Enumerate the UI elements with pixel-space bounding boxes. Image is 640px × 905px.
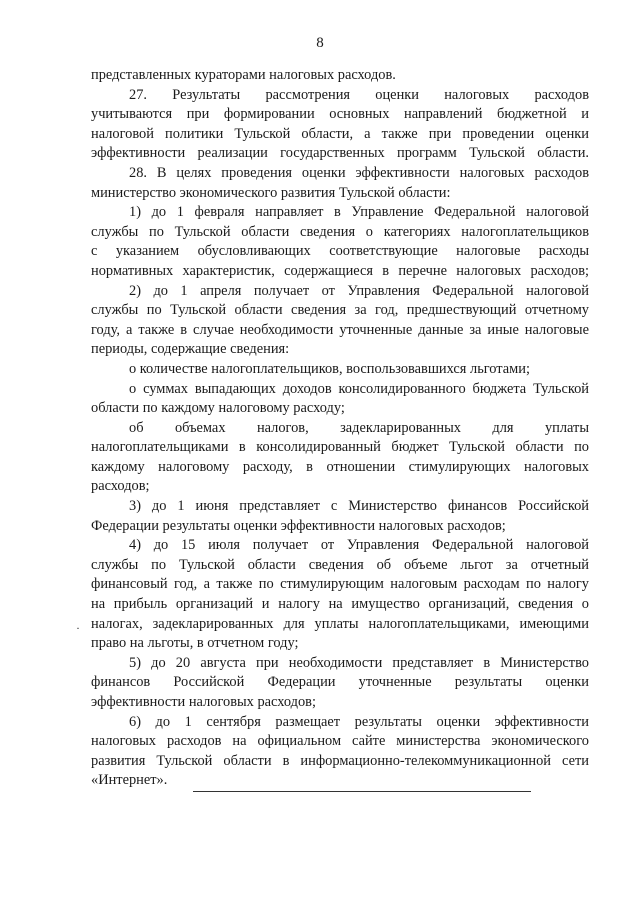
text-line: об объемах налогов, задекларированных для уплаты <box>129 419 589 436</box>
text-line: каждому налоговому расходу, в отношении стимулирующих налоговых <box>91 458 589 475</box>
text-line: развития Тульской области в информационно-телекоммуникационной сети <box>91 752 589 769</box>
text-line: «Интернет». <box>91 772 168 789</box>
document-body <box>91 66 589 791</box>
text-line: налоговых расходов на официальном сайте министерства экономического <box>91 733 589 750</box>
text-line: о суммах выпадающих доходов консолидированного бюджета Тульской <box>129 380 589 397</box>
text-line: налоговой политики Тульской области, а также при проведении оценки <box>91 125 589 142</box>
text-line: службы по Тульской области сведения об объеме льгот за отчетный <box>91 556 589 573</box>
text-line: право на льготы, в отчетном году; <box>91 635 299 652</box>
text-line: на прибыль организаций и налогу на имущество организаций, сведения о <box>91 596 589 613</box>
text-line: учитываются при формировании основных направлений бюджетной и <box>91 106 589 123</box>
text-line: 28. В целях проведения оценки эффективности налоговых расходов <box>129 164 589 181</box>
text-line: нормативных характеристик, содержащиеся в перечне налоговых расходов; <box>91 262 589 279</box>
text-line: 6) до 1 сентября размещает результаты оценки эффективности <box>129 713 589 730</box>
text-line: 2) до 1 апреля получает от Управления Федеральной налоговой <box>129 282 589 299</box>
text-line: периоды, содержащие сведения: <box>91 341 290 358</box>
text-line: Федерации результаты оценки эффективности налоговых расходов; <box>91 517 506 534</box>
end-divider-line <box>193 791 531 792</box>
text-line: 27. Результаты рассмотрения оценки налоговых расходов <box>129 86 589 103</box>
text-line: налогоплательщиками в консолидированный бюджет Тульской области по <box>91 439 589 456</box>
text-line: с указанием обусловливающих соответствующие налоговые расходы <box>91 243 589 260</box>
text-line: службы по Тульской области сведения за год, предшествующий отчетному <box>91 302 589 319</box>
margin-mark: · <box>76 621 80 635</box>
text-line: налогах, задекларированных для уплаты налогоплательщиками, имеющими <box>91 615 589 632</box>
text-line: году, а также в случае необходимости уточненные данные за иные налоговые <box>91 321 589 338</box>
text-line: эффективности налоговых расходов; <box>91 694 316 710</box>
text-line: финансовый год, а также по стимулирующим налоговым расходам по налогу <box>91 576 589 593</box>
text-line: 3) до 1 июня представляет с Министерство финансов Российской <box>129 498 589 515</box>
text-line: 1) до 1 февраля направляет в Управление Федеральной налоговой <box>129 204 589 221</box>
text-line: службы по Тульской области сведения о категориях налогоплательщиков <box>91 223 589 240</box>
text-line: области по каждому налоговому расходу; <box>91 400 345 417</box>
text-line: министерство экономического развития Тульской области: <box>91 184 451 201</box>
text-line: 4) до 15 июля получает от Управления Федеральной налоговой <box>129 537 589 554</box>
text-line: эффективности реализации государственных программ Тульской области. <box>91 145 589 162</box>
text-line: представленных кураторами налоговых расходов. <box>91 67 396 83</box>
text-line: о количестве налогоплательщиков, воспользовавшихся льготами; <box>129 360 530 377</box>
text-line: финансов Российской Федерации уточненные результаты оценки <box>91 674 589 691</box>
text-line: 5) до 20 августа при необходимости представляет в Министерство <box>129 654 589 671</box>
text-line: расходов; <box>91 478 150 495</box>
page-number: 8 <box>316 35 324 51</box>
